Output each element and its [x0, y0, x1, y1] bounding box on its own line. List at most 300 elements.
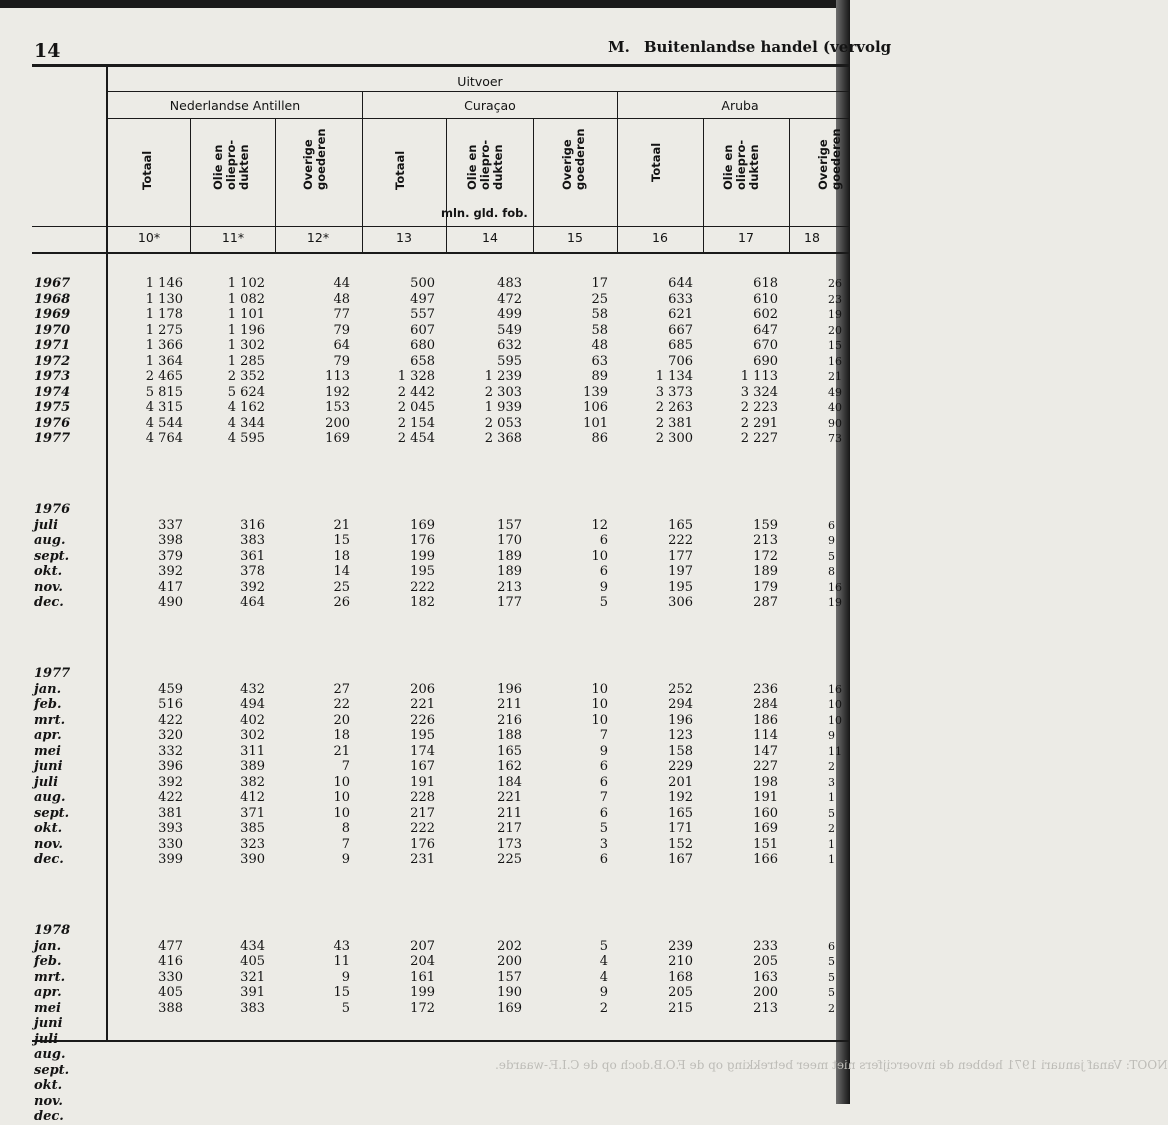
row-label: 1973 [34, 369, 71, 384]
table-cell: 1 130 [145, 291, 183, 307]
table-row [0, 852, 850, 868]
table-cell: 191 [410, 774, 435, 790]
table-cell: 5 [828, 549, 835, 563]
table-row [0, 595, 850, 611]
row-label: nov. [34, 579, 63, 595]
table-cell: 15 [333, 985, 350, 1000]
table-cell: 690 [753, 353, 778, 369]
table-cell: 323 [240, 836, 265, 852]
page-top-edge [0, 0, 850, 8]
table-cell: 236 [753, 681, 778, 697]
table-cell: 5 [341, 1000, 350, 1016]
table-cell: 4 [599, 954, 608, 969]
table-cell: 10 [333, 805, 350, 821]
table-cell: 48 [333, 291, 350, 307]
table-cell: 2 045 [397, 400, 435, 415]
row-label: 1971 [34, 338, 71, 353]
table-cell: 40 [828, 401, 842, 414]
table-cell: 393 [158, 821, 183, 836]
table-cell: 2 263 [655, 400, 693, 415]
section-title: Buitenlandse handel (vervolg [643, 38, 892, 56]
table-cell: 22 [333, 697, 350, 712]
table-cell: 210 [668, 954, 693, 969]
table-row [0, 533, 850, 549]
table-cell: 6 [599, 564, 608, 579]
table-row [0, 338, 850, 354]
table-cell: 169 [325, 431, 350, 446]
column-header: Overige goederen [301, 128, 328, 190]
row-label: feb. [34, 954, 62, 969]
table-row [0, 354, 850, 370]
table-cell: 213 [753, 1000, 778, 1016]
table-cell: 14 [333, 564, 350, 579]
table-cell: 10 [828, 713, 842, 727]
table-row [0, 307, 850, 323]
table-cell: 206 [410, 681, 435, 697]
table-cell: 5 [828, 806, 835, 820]
table-cell: 86 [591, 431, 608, 446]
table-cell: 10 [591, 548, 608, 564]
table-cell: 8 [341, 821, 350, 836]
table-cell: 6 [599, 774, 608, 790]
table-cell: 2 454 [397, 431, 435, 446]
table-cell: 172 [410, 1000, 435, 1016]
row-label: nov. [34, 836, 63, 852]
table-cell: 168 [668, 969, 693, 985]
table-cell: 147 [753, 743, 778, 759]
table-cell: 176 [410, 836, 435, 852]
table-cell: 189 [497, 564, 522, 579]
table-row [0, 1078, 850, 1094]
table-row [0, 821, 850, 837]
table-cell: 472 [497, 291, 522, 307]
table-cell: 557 [410, 307, 435, 322]
row-label: feb. [34, 697, 62, 712]
table-cell: 2 154 [397, 415, 435, 431]
table-cell: 417 [158, 579, 183, 595]
table-cell: 239 [668, 938, 693, 954]
table-cell: 233 [753, 938, 778, 954]
table-cell: 1 364 [145, 353, 183, 369]
table-cell: 4 595 [227, 431, 265, 446]
table-cell: 3 324 [740, 384, 778, 400]
table-cell: 670 [753, 338, 778, 353]
table-cell: 177 [668, 548, 693, 564]
row-label: mrt. [34, 969, 66, 985]
table-cell: 422 [158, 712, 183, 728]
table-cell: 19 [828, 596, 842, 609]
table-cell: 162 [497, 759, 522, 774]
table-cell: 500 [410, 276, 435, 291]
table-top-rule [32, 64, 850, 67]
table-cell: 186 [753, 712, 778, 728]
table-cell: 483 [497, 276, 522, 291]
row-label: okt. [34, 1078, 63, 1093]
table-cell: 153 [325, 400, 350, 415]
subgroup-title: Curaçao [464, 98, 516, 113]
table-cell: 77 [333, 307, 350, 322]
table-cell: 1 239 [484, 369, 522, 384]
table-cell: 169 [753, 821, 778, 836]
table-cell: 361 [240, 548, 265, 564]
table-cell: 398 [158, 533, 183, 548]
table-row [0, 1032, 850, 1048]
table-cell: 306 [668, 595, 693, 610]
row-label: 1967 [34, 276, 71, 291]
table-cell: 332 [158, 743, 183, 759]
row-label: dec. [34, 1109, 64, 1124]
table-cell: 382 [240, 774, 265, 790]
table-row [0, 276, 850, 292]
table-cell: 26 [828, 277, 842, 290]
row-label: 1976 [34, 501, 71, 517]
table-cell: 621 [668, 307, 693, 322]
table-cell: 330 [158, 836, 183, 852]
table-cell: 211 [497, 697, 522, 712]
table-cell: 10 [591, 697, 608, 712]
table-cell: 1 113 [740, 369, 778, 384]
table-cell: 1 939 [484, 400, 522, 415]
table-row [0, 1001, 850, 1017]
table-body [0, 276, 850, 1125]
table-cell: 405 [240, 954, 265, 969]
table-cell: 1 302 [227, 338, 265, 353]
row-label: 1978 [34, 922, 71, 938]
table-cell: 4 [599, 969, 608, 985]
row-label: 1970 [34, 322, 71, 338]
table-cell: 182 [410, 595, 435, 610]
table-row [0, 939, 850, 955]
row-label: juli [34, 517, 59, 533]
table-cell: 171 [668, 821, 693, 836]
table-cell: 216 [497, 712, 522, 728]
table-cell: 190 [497, 985, 522, 1000]
table-cell: 644 [668, 276, 693, 291]
table-row [0, 775, 850, 791]
row-label: juli [34, 774, 59, 790]
running-head [608, 38, 891, 56]
table-row [0, 580, 850, 596]
col-divider [275, 118, 276, 254]
column-number: 17 [738, 230, 754, 245]
table-row [0, 1016, 850, 1032]
table-cell: 497 [410, 291, 435, 307]
table-cell: 632 [497, 338, 522, 353]
table-cell: 195 [410, 564, 435, 579]
table-cell: 294 [668, 697, 693, 712]
table-cell: 9 [828, 729, 835, 742]
table-cell: 2 [599, 1000, 608, 1016]
table-cell: 89 [591, 369, 608, 384]
table-cell: 4 764 [145, 431, 183, 446]
table-cell: 2 223 [740, 400, 778, 415]
table-cell: 184 [497, 774, 522, 790]
table-cell: 499 [497, 307, 522, 322]
column-header: Overige goederen [560, 128, 587, 190]
row-label: 1974 [34, 384, 71, 400]
table-cell: 217 [410, 805, 435, 821]
table-cell: 337 [158, 517, 183, 533]
table-cell: 169 [497, 1000, 522, 1016]
table-cell: 1 [828, 837, 835, 851]
table-cell: 320 [158, 728, 183, 743]
table-cell: 1 285 [227, 353, 265, 369]
table-row [0, 728, 850, 744]
table-cell: 2 [828, 822, 835, 835]
table-cell: 113 [325, 369, 350, 384]
table-cell: 205 [753, 954, 778, 969]
table-cell: 160 [753, 805, 778, 821]
table-cell: 17 [591, 276, 608, 291]
table-cell: 18 [333, 728, 350, 743]
column-header: Olie en oliepro- dukten [211, 139, 251, 190]
table-cell: 3 373 [655, 384, 693, 400]
group-title: Uitvoer [457, 74, 503, 89]
subgroup-rule [107, 118, 850, 119]
table-cell: 371 [240, 805, 265, 821]
header-rule-bottom [32, 252, 850, 254]
row-label: mei [34, 743, 61, 759]
table-row [0, 1109, 850, 1125]
table-cell: 2 227 [740, 431, 778, 446]
row-label: sept. [34, 1062, 70, 1078]
table-row [0, 837, 850, 853]
uitvoer-rule [107, 91, 850, 92]
table-cell: 2 300 [655, 431, 693, 446]
table-cell: 658 [410, 353, 435, 369]
table-row [0, 400, 850, 416]
table-cell: 6 [599, 805, 608, 821]
row-label: mei [34, 1000, 61, 1016]
table-cell: 152 [668, 836, 693, 852]
table-cell: 2 303 [484, 384, 522, 400]
table-cell: 227 [753, 759, 778, 774]
table-row [0, 759, 850, 775]
column-header: Totaal [649, 142, 663, 182]
table-cell: 79 [333, 322, 350, 338]
table-cell: 5 [599, 938, 608, 954]
table-cell: 213 [497, 579, 522, 595]
table-cell: 6 [828, 939, 835, 953]
table-cell: 7 [341, 836, 350, 852]
table-cell: 15 [828, 339, 842, 352]
table-cell: 15 [333, 533, 350, 548]
table-cell: 4 544 [145, 415, 183, 431]
table-cell: 163 [753, 969, 778, 985]
table-cell: 170 [497, 533, 522, 548]
table-cell: 222 [410, 579, 435, 595]
table-cell: 10 [333, 790, 350, 805]
section-letter: M. [608, 38, 630, 56]
row-label: mrt. [34, 712, 66, 728]
table-cell: 106 [583, 400, 608, 415]
table-row [0, 806, 850, 822]
table-cell: 6 [599, 759, 608, 774]
table-cell: 200 [325, 415, 350, 431]
table-cell: 388 [158, 1000, 183, 1016]
table-cell: 23 [828, 292, 842, 306]
table-cell: 200 [753, 985, 778, 1000]
header-rule-top [32, 226, 850, 227]
table-cell: 389 [240, 759, 265, 774]
table-cell: 221 [497, 790, 522, 805]
col-divider [446, 226, 447, 254]
table-cell: 490 [158, 595, 183, 610]
row-label: 1977 [34, 431, 71, 446]
row-label: apr. [34, 985, 62, 1000]
table-cell: 5 [599, 821, 608, 836]
row-label: dec. [34, 595, 64, 610]
table-cell: 44 [333, 276, 350, 291]
table-cell: 618 [753, 276, 778, 291]
table-cell: 196 [668, 712, 693, 728]
table-cell: 464 [240, 595, 265, 610]
table-cell: 16 [828, 682, 842, 696]
table-cell: 1 146 [145, 276, 183, 291]
table-cell: 20 [828, 323, 842, 337]
column-header: Olie en oliepro- dukten [721, 139, 761, 190]
row-label: sept. [34, 548, 70, 564]
table-cell: 201 [668, 774, 693, 790]
row-label: 1969 [34, 307, 71, 322]
table-cell: 90 [828, 416, 842, 430]
col-divider [533, 118, 534, 254]
subgroup-title: Aruba [721, 98, 759, 113]
table-cell: 204 [410, 954, 435, 969]
table-cell: 311 [240, 743, 265, 759]
row-label: 1977 [34, 665, 71, 681]
table-cell: 2 053 [484, 415, 522, 431]
row-label: nov. [34, 1093, 63, 1109]
column-number: 18 [804, 230, 820, 245]
row-label: aug. [34, 1047, 66, 1062]
table-cell: 16 [828, 580, 842, 594]
table-cell: 667 [668, 322, 693, 338]
table-cell: 11 [333, 954, 350, 969]
column-number: 11* [221, 230, 245, 245]
table-cell: 392 [240, 579, 265, 595]
table-cell: 7 [599, 728, 608, 743]
table-row [0, 744, 850, 760]
table-cell: 9 [828, 534, 835, 547]
table-cell: 379 [158, 548, 183, 564]
row-label: okt. [34, 564, 63, 579]
table-cell: 706 [668, 353, 693, 369]
row-label: dec. [34, 852, 64, 867]
column-number: 16 [652, 230, 668, 245]
subgroup-title: Nederlandse Antillen [169, 98, 301, 113]
table-cell: 189 [497, 548, 522, 564]
table-cell: 10 [333, 774, 350, 790]
table-cell: 192 [668, 790, 693, 805]
table-cell: 1 [828, 853, 835, 866]
table-cell: 381 [158, 805, 183, 821]
table-cell: 169 [410, 517, 435, 533]
period-heading-row [0, 636, 850, 682]
table-cell: 225 [497, 852, 522, 867]
table-cell: 157 [497, 969, 522, 985]
table-cell: 685 [668, 338, 693, 353]
table-row [0, 790, 850, 806]
col-divider [789, 118, 790, 254]
table-row [0, 431, 850, 447]
table-cell: 167 [410, 759, 435, 774]
table-cell: 2 [828, 760, 835, 773]
period-heading-row [0, 472, 850, 518]
table-cell: 9 [599, 985, 608, 1000]
table-cell: 139 [583, 384, 608, 400]
table-cell: 213 [753, 533, 778, 548]
table-cell: 633 [668, 291, 693, 307]
table-cell: 177 [497, 595, 522, 610]
table-row [0, 564, 850, 580]
table-cell: 402 [240, 712, 265, 728]
row-label: 1976 [34, 415, 71, 431]
table-cell: 2 381 [655, 415, 693, 431]
table-cell: 229 [668, 759, 693, 774]
table-cell: 1 196 [227, 322, 265, 338]
table-cell: 63 [591, 353, 608, 369]
row-label: sept. [34, 805, 70, 821]
table-cell: 199 [410, 985, 435, 1000]
table-row [0, 954, 850, 970]
table-cell: 1 328 [397, 369, 435, 384]
table-cell: 10 [591, 681, 608, 697]
table-cell: 647 [753, 322, 778, 338]
table-cell: 157 [497, 517, 522, 533]
table-cell: 2 291 [740, 415, 778, 431]
column-number: 14 [482, 230, 498, 245]
table-cell: 21 [828, 370, 842, 383]
row-label: juni [34, 1016, 63, 1031]
row-label: apr. [34, 728, 62, 743]
table-cell: 221 [410, 697, 435, 712]
table-cell: 392 [158, 774, 183, 790]
table-cell: 602 [753, 307, 778, 322]
col-divider [617, 92, 618, 254]
column-number: 15 [567, 230, 583, 245]
table-cell: 179 [753, 579, 778, 595]
table-cell: 16 [828, 354, 842, 368]
table-cell: 200 [497, 954, 522, 969]
table-cell: 391 [240, 985, 265, 1000]
table-cell: 9 [341, 852, 350, 867]
table-cell: 9 [599, 743, 608, 759]
table-cell: 422 [158, 790, 183, 805]
table-cell: 6 [599, 533, 608, 548]
table-cell: 396 [158, 759, 183, 774]
table-cell: 2 442 [397, 384, 435, 400]
table-row [0, 1094, 850, 1110]
column-number: 13 [396, 230, 412, 245]
table-cell: 58 [591, 322, 608, 338]
table-cell: 73 [828, 432, 842, 445]
table-cell: 192 [325, 384, 350, 400]
row-label: okt. [34, 821, 63, 836]
table-cell: 165 [668, 517, 693, 533]
table-cell: 159 [753, 517, 778, 533]
col-divider [703, 118, 704, 254]
table-cell: 1 [828, 791, 835, 804]
table-row [0, 549, 850, 565]
table-cell: 432 [240, 681, 265, 697]
table-cell: 378 [240, 564, 265, 579]
table-cell: 26 [333, 595, 350, 610]
table-cell: 10 [591, 712, 608, 728]
table-cell: 1 082 [227, 291, 265, 307]
table-cell: 199 [410, 548, 435, 564]
row-label: 1972 [34, 353, 71, 369]
